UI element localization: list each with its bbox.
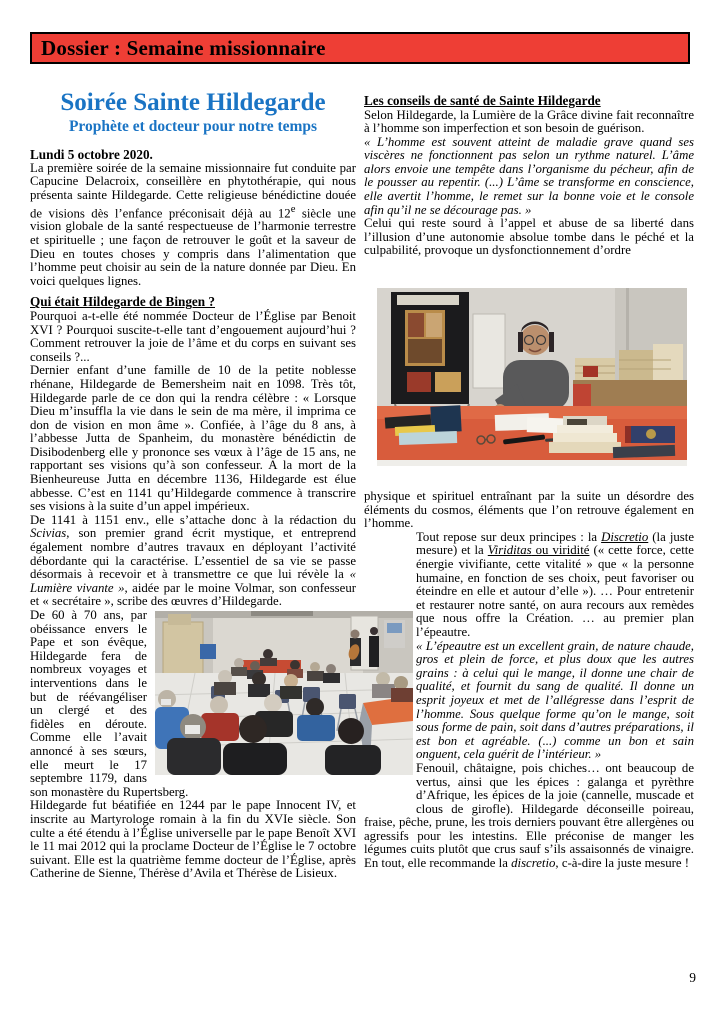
paragraph-physique: physique et spirituel entraînant par la suite un désordre des éléments du cosmos, éléments que l’on retrouve également en l’homme.: [364, 489, 694, 531]
superscript-e: e: [290, 203, 296, 215]
date-heading: Lundi 5 octobre 2020.: [30, 147, 153, 163]
paragraph-family: Dernier enfant d’une famille de 10 de la petite noblesse rhénane, Hildegarde de Bemersheim nait en 1098. Très tôt, Hildegarde parle de ce don qui la rendra célèbre : « Lorsque Dieu m’insuffla la vie dans le sein de ma mère, il imprima ce don de vision en mon âme ». Confiée, à l’âge du 8 ans, à l’abbesse Jutta de Spanheim, du monastère bénédictin de Disibodenberg elle y prononce ses vœux à l’âge de 15 ans, ne rapportant ses visions qu’à son confesseur. A la mort de la Bienheureuse Jutta en décembre 1136, Hildegarde est élue abbesse. C’est en 1141 qu’Hildegarde commence à transcrire ses visions à la suite d’un appel impérieux.: [30, 363, 356, 514]
section-heading-conseils: Les conseils de santé de Sainte Hildegarde: [364, 93, 601, 108]
paragraph-sourd: Celui qui reste sourd à l’appel et abuse de sa liberté dans l’illusion d’une autonomie absolue tombe dans le péché et la culpabilité, provoque un dysfonctionnement d’ordre: [364, 216, 694, 258]
columns: [30, 84, 694, 881]
paragraph-beatification: Hildegarde fut béatifiée en 1244 par le pape Innocent IV, et inscrite au Martyrologe romain à la fin du XVIe siècle. Son culte a été étendu à l’Église universelle par le pape Benoît XVI le 11 mai 2012 qui la proclame Docteur de l’Église le 7 octobre suivant. Elle est la quatrième femme docteur de l’Église, après Catherine de Sienne, Thérèse d’Avila et Thérèse de Lisieux.: [30, 798, 356, 881]
paragraph-intro: La première soirée de la semaine missionnaire fut conduite par Capucine Delacroix, conseillère en phytothérapie, qui nous présenta sainte Hildegarde. Cette religieuse bénédictine douée de visions dès l’enfance préconisait déjà au 12e siècle une vision globale de la santé respectueuse de l’harmonie terrestre et spirituelle ; une façon de retrouver le goût et la saveur de Dieu en toutes choses y compris dans l’alimentation que l’homme peut choisir au sein de la nature donnée par Dieu. En voici quelques lignes.: [30, 160, 356, 288]
paragraph-redaction: De 1141 à 1151 env., elle s’attache donc à la rédaction du Scivias, son premier grand écrit mystique, et entreprend également nombre d’autres travaux en déployant l’activité débordante qui la caractérise. L’essentiel de sa vie se passe désormais à recevoir et à transmettre ce que lui révèle la « Lumière vivante », aidée par le moine Volmar, son confesseur et « secrétaire », scribe des œuvres d’Hildegarde.: [30, 512, 356, 609]
photo-speaker-image: [377, 288, 687, 466]
right-column: [364, 84, 694, 881]
paragraph-voyages: De 60 à 70 ans, par obéissance envers le Pape et son évêque, Hildegarde fera de nombreux voyages et interventions dans le but de réévangéliser un clergé et des fidèles en déroute. Comme elle l’avait annoncé à ses sœurs, elle meurt le 17 septembre 1179, dans son monastère du Rupertsberg.: [30, 609, 356, 799]
paragraph-selon: Selon Hildegarde, la Lumière de la Grâce divine fait reconnaître à l’homme son imperfection et son besoin de guérison.: [364, 107, 694, 136]
paragraph-fenouil: Fenouil, châtaigne, pois chiches… ont beaucoup de vertus, ainsi que les épices : galanga et pyrèthre d’Afrique, les épices de la joie (cannelle, muscade et clous de girofle). Hildegarde déconseille poireau, fraise, pêche, prune, les trois derniers pouvant être allergènes ou agressifs pour les intestins. Elle préconise de manger les légumes cuits plutôt que crus sauf s’ils assaisonnés de vinaigre. En tout, elle recommande la discretio, c-à-dire la juste mesure !: [364, 760, 694, 871]
section-heading-bingen: Qui était Hildegarde de Bingen ?: [30, 294, 215, 310]
article-subtitle: Prophète et docteur pour notre temps: [68, 118, 318, 136]
banner-title: Dossier : Semaine missionnaire: [41, 35, 326, 60]
quote-homme: « L’homme est souvent atteint de maladie grave quand ses viscères ne fonctionnent pas selon un rythme naturel. L’âme alors envoie une tempête dans l’organisme du pécheur, afin de le pousser au repentir. (...) L’âme se transforme en conscience, elle avertit l’homme, le remet sur la bonne voie et le console afin qu’il ne se décourage pas. »: [364, 134, 694, 217]
header-banner: [30, 32, 690, 64]
quote-epeautre: « L’épeautre est un excellent grain, de nature chaude, gros et plein de force, et plus doux que les autres grains : à celui qui le mange, il donne une chair de qualité, et fournit du sang de qualité. Il donne un esprit joyeux et met de l’allégresse dans l’esprit de l’homme. Sous quelque forme qu’on le mange, soit sous forme de pain, soit dans d’autres préparations, il est bon et agréable. (...) comme un bon et sain onguent, cela guérit de l’intérieur. »: [416, 638, 694, 762]
photo-speaker-table: [377, 288, 687, 466]
left-column: [30, 84, 356, 881]
paragraph-questions: Pourquoi a-t-elle été nommée Docteur de l’Église par Benoit XVI ? Pourquoi suscite-t-elle tant d’engouement aujourd’hui ? Comment retrouver la joie de l’âme et du corps en suivant ses conseils ?...: [30, 308, 356, 364]
paragraph-principes: Tout repose sur deux principes : la Discretio (la juste mesure) et la Viriditas ou viridité (« cette force, cette énergie vivifiante, cette vitalité » que « la personne humaine, en fonction de ses choix, peut favoriser ou éteindre en elle et autour d’elle »). … Pour entretenir et restaurer notre santé, on aura recours aux remèdes que nous offre la Création. … au premier plan l’épeautre.: [416, 529, 694, 639]
article-title: Soirée Sainte Hildegarde: [60, 89, 326, 116]
page-number: 9: [689, 970, 696, 985]
photo-overlap-spacer: [364, 635, 416, 803]
